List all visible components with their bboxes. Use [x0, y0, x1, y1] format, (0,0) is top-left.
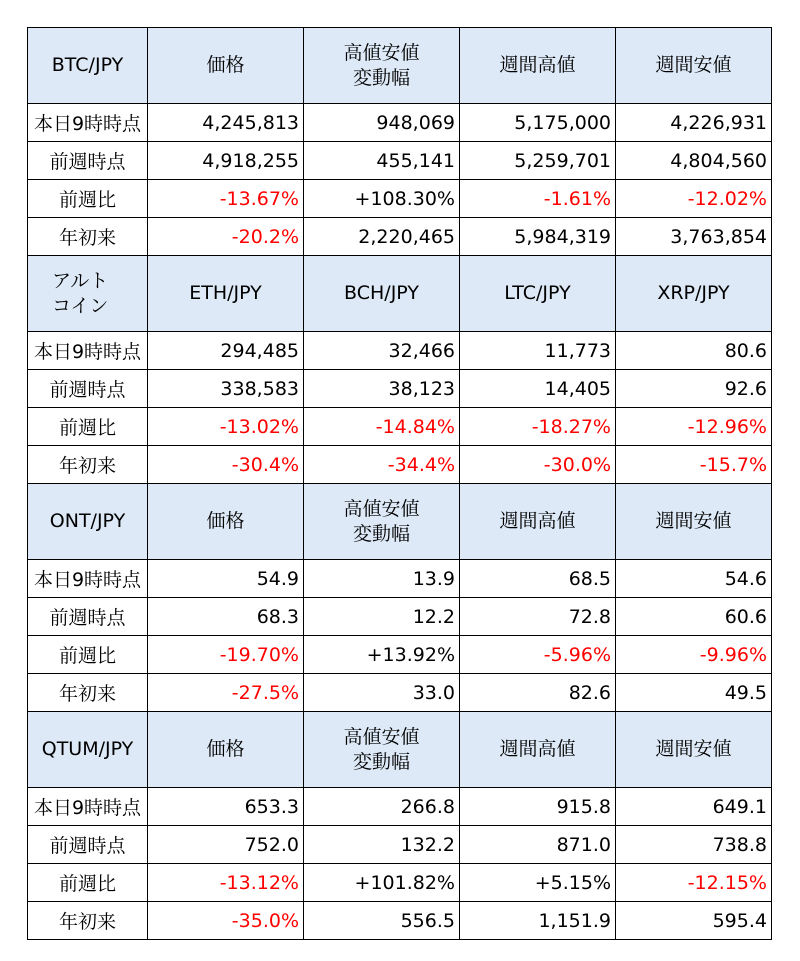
table-cell: 294,485	[148, 332, 304, 370]
row-label: 本日9時時点	[28, 104, 148, 142]
section-header-altcoin	[28, 256, 772, 332]
table-cell: 72.8	[460, 598, 616, 636]
table-cell: 3,763,854	[616, 218, 772, 256]
table-cell: +101.82%	[304, 864, 460, 902]
row-label: 前週比	[28, 408, 148, 446]
table-cell: -20.2%	[148, 218, 304, 256]
column-header: BCH/JPY	[304, 256, 460, 332]
table-cell: 68.5	[460, 560, 616, 598]
table-cell: -12.02%	[616, 180, 772, 218]
table-row	[28, 598, 772, 636]
column-header: LTC/JPY	[460, 256, 616, 332]
row-label: 本日9時時点	[28, 788, 148, 826]
table-cell: 14,405	[460, 370, 616, 408]
table-cell: 338,583	[148, 370, 304, 408]
column-header: XRP/JPY	[616, 256, 772, 332]
table-cell: -13.02%	[148, 408, 304, 446]
table-cell: 4,804,560	[616, 142, 772, 180]
table-cell: -18.27%	[460, 408, 616, 446]
table-cell: 738.8	[616, 826, 772, 864]
table-row	[28, 218, 772, 256]
table-row	[28, 902, 772, 940]
section-title: BTC/JPY	[28, 28, 148, 104]
table-cell: -30.0%	[460, 446, 616, 484]
table-cell: 5,984,319	[460, 218, 616, 256]
table-cell: 49.5	[616, 674, 772, 712]
table-row	[28, 560, 772, 598]
row-label: 年初来	[28, 902, 148, 940]
column-header: 週間高値	[460, 28, 616, 104]
table-row	[28, 142, 772, 180]
row-label: 年初来	[28, 446, 148, 484]
table-cell: 132.2	[304, 826, 460, 864]
table-cell: 595.4	[616, 902, 772, 940]
table-cell: 915.8	[460, 788, 616, 826]
table-cell: -5.96%	[460, 636, 616, 674]
row-label: 年初来	[28, 218, 148, 256]
row-label: 前週時点	[28, 142, 148, 180]
table-row	[28, 674, 772, 712]
table-cell: 266.8	[304, 788, 460, 826]
table-cell: -35.0%	[148, 902, 304, 940]
table-cell: 38,123	[304, 370, 460, 408]
column-header: 週間安値	[616, 712, 772, 788]
table-cell: 4,245,813	[148, 104, 304, 142]
table-row	[28, 636, 772, 674]
table-cell: 4,226,931	[616, 104, 772, 142]
section-title: QTUM/JPY	[28, 712, 148, 788]
table-cell: +5.15%	[460, 864, 616, 902]
section-header-ont	[28, 484, 772, 560]
table-cell: 871.0	[460, 826, 616, 864]
table-cell: 653.3	[148, 788, 304, 826]
table-cell: -27.5%	[148, 674, 304, 712]
table-body	[28, 28, 772, 940]
table-row	[28, 370, 772, 408]
column-header: 週間安値	[616, 28, 772, 104]
row-label: 前週比	[28, 180, 148, 218]
table-cell: 54.9	[148, 560, 304, 598]
table-cell: 33.0	[304, 674, 460, 712]
table-cell: -12.96%	[616, 408, 772, 446]
table-cell: 5,259,701	[460, 142, 616, 180]
table-cell: 948,069	[304, 104, 460, 142]
column-header: 週間安値	[616, 484, 772, 560]
column-header: ETH/JPY	[148, 256, 304, 332]
table-row	[28, 826, 772, 864]
section-header-qtum	[28, 712, 772, 788]
table-cell: -14.84%	[304, 408, 460, 446]
column-header: 週間高値	[460, 484, 616, 560]
table-cell: -12.15%	[616, 864, 772, 902]
column-header: 価格	[148, 484, 304, 560]
row-label: 年初来	[28, 674, 148, 712]
row-label: 前週比	[28, 864, 148, 902]
table-cell: 54.6	[616, 560, 772, 598]
table-cell: 12.2	[304, 598, 460, 636]
table-cell: 82.6	[460, 674, 616, 712]
table-cell: 649.1	[616, 788, 772, 826]
column-header: 価格	[148, 712, 304, 788]
table-cell: -13.12%	[148, 864, 304, 902]
table-row	[28, 332, 772, 370]
table-row	[28, 104, 772, 142]
table-cell: 80.6	[616, 332, 772, 370]
table-cell: -34.4%	[304, 446, 460, 484]
table-cell: 5,175,000	[460, 104, 616, 142]
table-cell: 752.0	[148, 826, 304, 864]
row-label: 前週時点	[28, 598, 148, 636]
row-label: 前週比	[28, 636, 148, 674]
section-header-btc	[28, 28, 772, 104]
table-cell: +13.92%	[304, 636, 460, 674]
table-row	[28, 408, 772, 446]
table-cell: 1,151.9	[460, 902, 616, 940]
table-cell: 68.3	[148, 598, 304, 636]
table-cell: 92.6	[616, 370, 772, 408]
table-row	[28, 788, 772, 826]
column-header: 高値安値 変動幅	[304, 712, 460, 788]
table-cell: 2,220,465	[304, 218, 460, 256]
table-cell: -1.61%	[460, 180, 616, 218]
table-cell: -13.67%	[148, 180, 304, 218]
table-cell: -15.7%	[616, 446, 772, 484]
table-row	[28, 446, 772, 484]
table-cell: 11,773	[460, 332, 616, 370]
table-cell: -30.4%	[148, 446, 304, 484]
table-cell: 13.9	[304, 560, 460, 598]
section-title: ONT/JPY	[28, 484, 148, 560]
table-cell: 4,918,255	[148, 142, 304, 180]
column-header: 価格	[148, 28, 304, 104]
row-label: 本日9時時点	[28, 560, 148, 598]
row-label: 前週時点	[28, 826, 148, 864]
column-header: 高値安値 変動幅	[304, 484, 460, 560]
table-cell: -19.70%	[148, 636, 304, 674]
row-label: 前週時点	[28, 370, 148, 408]
crypto-weekly-table	[27, 27, 772, 940]
table-cell: +108.30%	[304, 180, 460, 218]
table-row	[28, 864, 772, 902]
row-label: 本日9時時点	[28, 332, 148, 370]
section-title: アルト コイン	[28, 256, 148, 332]
column-header: 高値安値 変動幅	[304, 28, 460, 104]
table-cell: 60.6	[616, 598, 772, 636]
table-cell: 32,466	[304, 332, 460, 370]
table-cell: -9.96%	[616, 636, 772, 674]
table-cell: 455,141	[304, 142, 460, 180]
column-header: 週間高値	[460, 712, 616, 788]
table-cell: 556.5	[304, 902, 460, 940]
table-row	[28, 180, 772, 218]
